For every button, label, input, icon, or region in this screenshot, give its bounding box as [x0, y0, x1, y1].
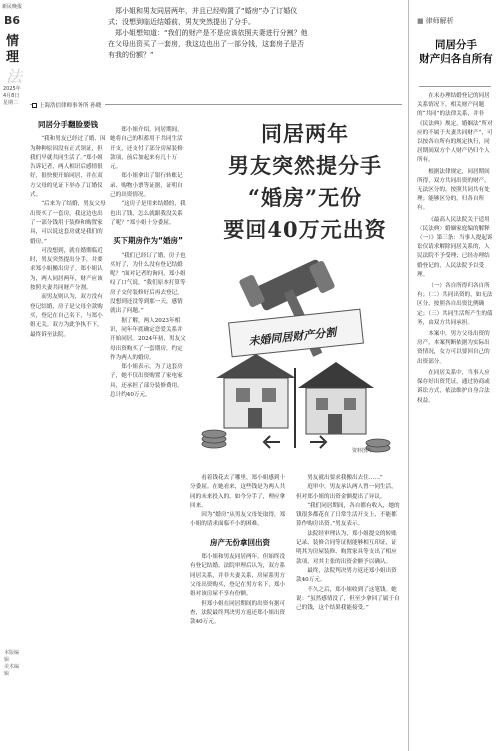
issue-date: [3, 86, 25, 107]
newspaper-name: 新民晚报: [2, 4, 23, 10]
paragraph: 而男友则认为，双方没有登记结婚，房子是父母全款购买，登记在自己名下，与郑小姐无关。双方为此争执不下，最终诉至法院。: [30, 294, 103, 338]
sidebar-title-line: 同居分手: [435, 39, 477, 51]
headline: [210, 118, 400, 246]
sidebar-title-line: 财产归各自所有: [419, 53, 493, 65]
intro-paragraph: 郑小姐想知道：“我们的财产是不是应该依照夫妻进行分割？他在父母出资买了一套房，我这边也出了一部分钱，这套房子是否有我的份额？”: [108, 29, 308, 59]
image-credit: 资料图片: [352, 448, 373, 454]
paragraph: 根据法律规定，同居期间所得，双方共同出资的财产，无法区分的，按照共同共有处理；能够区分的，归各自所有。: [417, 168, 490, 212]
sidebar-body: [417, 92, 495, 408]
paragraph: 法院经审理认为，郑小姐提交的转账记录、装修合同等证据能够相互印证，证明其为房屋装修、购置家具等支出了相应款项，对其主张的出资金额予以确认。: [296, 530, 397, 565]
paragraph: “后来为了结婚，男友父母出资买了一套房，我这边也出了一部分钱用于装修和购置家具，可以说这套房就是我们的婚房。”: [30, 201, 106, 245]
subheading: 同居分手翻脸要钱: [38, 120, 98, 129]
paragraph: 郑小姐表示，为了这套房子，她不仅出资购置了家电家具，还承担了部分装修费用，总计约40万元。: [110, 364, 183, 399]
editor-line: 本版编辑: [4, 650, 20, 663]
article-column-1: [30, 112, 106, 340]
section-title: [6, 34, 20, 66]
square-icon: [32, 103, 37, 108]
headline-line: 同居两年: [261, 121, 349, 146]
sidebar-header-text: 律师解析: [425, 17, 454, 25]
subheading: 房产无份拿回出资: [210, 537, 270, 547]
property-division-illustration: [186, 258, 404, 470]
article-column-2: [110, 112, 186, 400]
section-char-2: 理: [6, 50, 20, 65]
subheading: 买下期房作为“婚房”: [113, 236, 183, 246]
illustration-label: 未婚同居财产分割: [247, 325, 337, 348]
divider: [419, 86, 491, 87]
paragraph: 男友就出要求我搬出去住……”: [307, 475, 383, 481]
paragraph: 不久之后，郑小姐收到了这笔钱。她说：“虽然感情没了，但至少拿回了属于自己的钱，这个结果我能接受。”: [296, 586, 400, 612]
section-char-3: 法: [6, 67, 23, 86]
date-year: 2025年: [3, 86, 21, 92]
headline-line: 要回40万元出资: [223, 217, 387, 242]
masthead-strip: [0, 0, 26, 751]
sidebar-title: [415, 38, 497, 66]
bullet-icon: ■: [417, 17, 424, 25]
editor-credits: [4, 650, 22, 678]
paragraph: “我们已经订了婚，房子也买好了，为什么没有登记结婚呢？”面对记者的询问，郑小姐叹了口气说，“我们原本打算等房子交付装修好后再去登记，没想到还没等到那一天，感情就出了问题。”: [110, 252, 186, 315]
page-number: B6: [4, 14, 21, 27]
paragraph: 郑小姐和男友同居两年，但始终没有登记结婚。法院审理后认为，双方系同居关系，并非夫妻关系，房屋系男方父母出资购买，登记在男方名下，郑小姐对该房屋不享有份额。: [190, 554, 286, 598]
paragraph: “我们同居期间，各自都有收入，她的钱很多都花在了日常生活开支上，不能都算作购房出资。”男友表示。: [296, 502, 400, 528]
paragraph: 最终，法院判决男方返还郑小姐出资款40万元。: [296, 567, 397, 584]
intro-lede: [108, 6, 308, 61]
paragraph: 看着钱花去了哪里，郑小姐感到十分委屈。在她看来，这些钱是为两人共同的未来投入的，如今分手了，理应拿回来。: [190, 475, 286, 509]
paragraph: 庭审中，男友承认两人曾一同生活，但对郑小姐的出资金额提出了异议。: [296, 484, 397, 500]
paragraph: 但郑小姐在同居期间的出资有据可查，法院最终判决男方返还郑小姐出资款40万元。: [190, 600, 286, 626]
paragraph: 本案中，男方父母出资的房产，本案判断依据为实际出资情况，女方可以要回自己的出资部分。: [417, 331, 490, 365]
byline-text: 上海浩信律师事务所 孙晓: [39, 103, 102, 109]
headline-line: 男友突然提分手: [228, 153, 382, 178]
paragraph: （一）各自所得归各自所有；（二）共同出资的，如无法区分，按照各自出资比例确定；（三）共同生活所产生的债务，由双方共同承担。: [417, 283, 493, 326]
paragraph: 《最高人民法院关于适用〈民法典〉婚姻家庭编的解释（一）》第三条：当事人提起诉讼仅请求解除同居关系的，人民法院不予受理；已经办理结婚登记的，人民法院予以受理。: [417, 216, 493, 278]
paragraph: 据了解，两人2023年相识，同年年底确定恋爱关系并开始同居。2024年初，男友父母出资购买了一套期房，约定作为两人的婚房。: [110, 317, 186, 361]
paragraph: “这房子是用来结婚的，我也出了钱，怎么就跟我没关系了呢？”郑小姐十分委屈。: [110, 201, 186, 226]
paragraph: 在未办理结婚登记的同居关系情况下，相关财产问题的“共同”的法律关系，并非《民法典》规定，婚姻法“所对应的不属于夫妻共同财产”，可以按各自所有的规定执行，同居期间双方个人财产仍归个人所有。: [417, 93, 493, 164]
paragraph: 在同居关系中，当事人应保存好出资凭证，通过协商或诉讼方式，依法维护自身合法权益。: [417, 369, 490, 404]
paragraph: 可没想到，就在婚期临近时，男友突然提出分手，并要求郑小姐搬出房子。郑小姐认为，两人同居两年，财产应该按照夫妻共同财产分割。: [30, 247, 103, 292]
paragraph: “我和男友已经过了婚，因为种种原因没有正式领证，但我们早就共同生活了。”郑小姐告诉记者，两人相识后感情很好，很快便开始同居，并在双方父母的见证下举办了订婚仪式。: [30, 136, 106, 199]
date-day: 4月8日: [3, 93, 20, 99]
article-column-4: [296, 474, 402, 613]
art-editor-line: 美术编辑: [4, 664, 20, 677]
paragraph: 郑小姐介绍，同居期间，她将自己的积蓄用于共同生活开支，还支付了部分房屋装修款项，前后加起来有几十万元。: [110, 127, 183, 171]
paragraph: 因为“婚房”从男友父母处取得，郑小姐的请求面临不小的困难。: [190, 512, 286, 528]
byline: [32, 101, 105, 109]
section-char-1: 情: [6, 34, 20, 49]
date-weekday: 星期二: [3, 100, 19, 106]
paragraph: 郑小姐拿出了银行转账记录、购物小票等证据，证明自己的出资情况。: [110, 173, 183, 199]
article-column-3: [190, 474, 290, 627]
headline-line: “婚房”无份: [247, 185, 363, 210]
lawyer-analysis-sidebar: [408, 0, 500, 751]
sidebar-header: [417, 16, 454, 26]
intro-paragraph: 郑小姐和男友同居两年，并且已经购置了“婚房”办了订婚仪式；没想到临近结婚前，男友突然提出了分手。: [108, 7, 298, 26]
